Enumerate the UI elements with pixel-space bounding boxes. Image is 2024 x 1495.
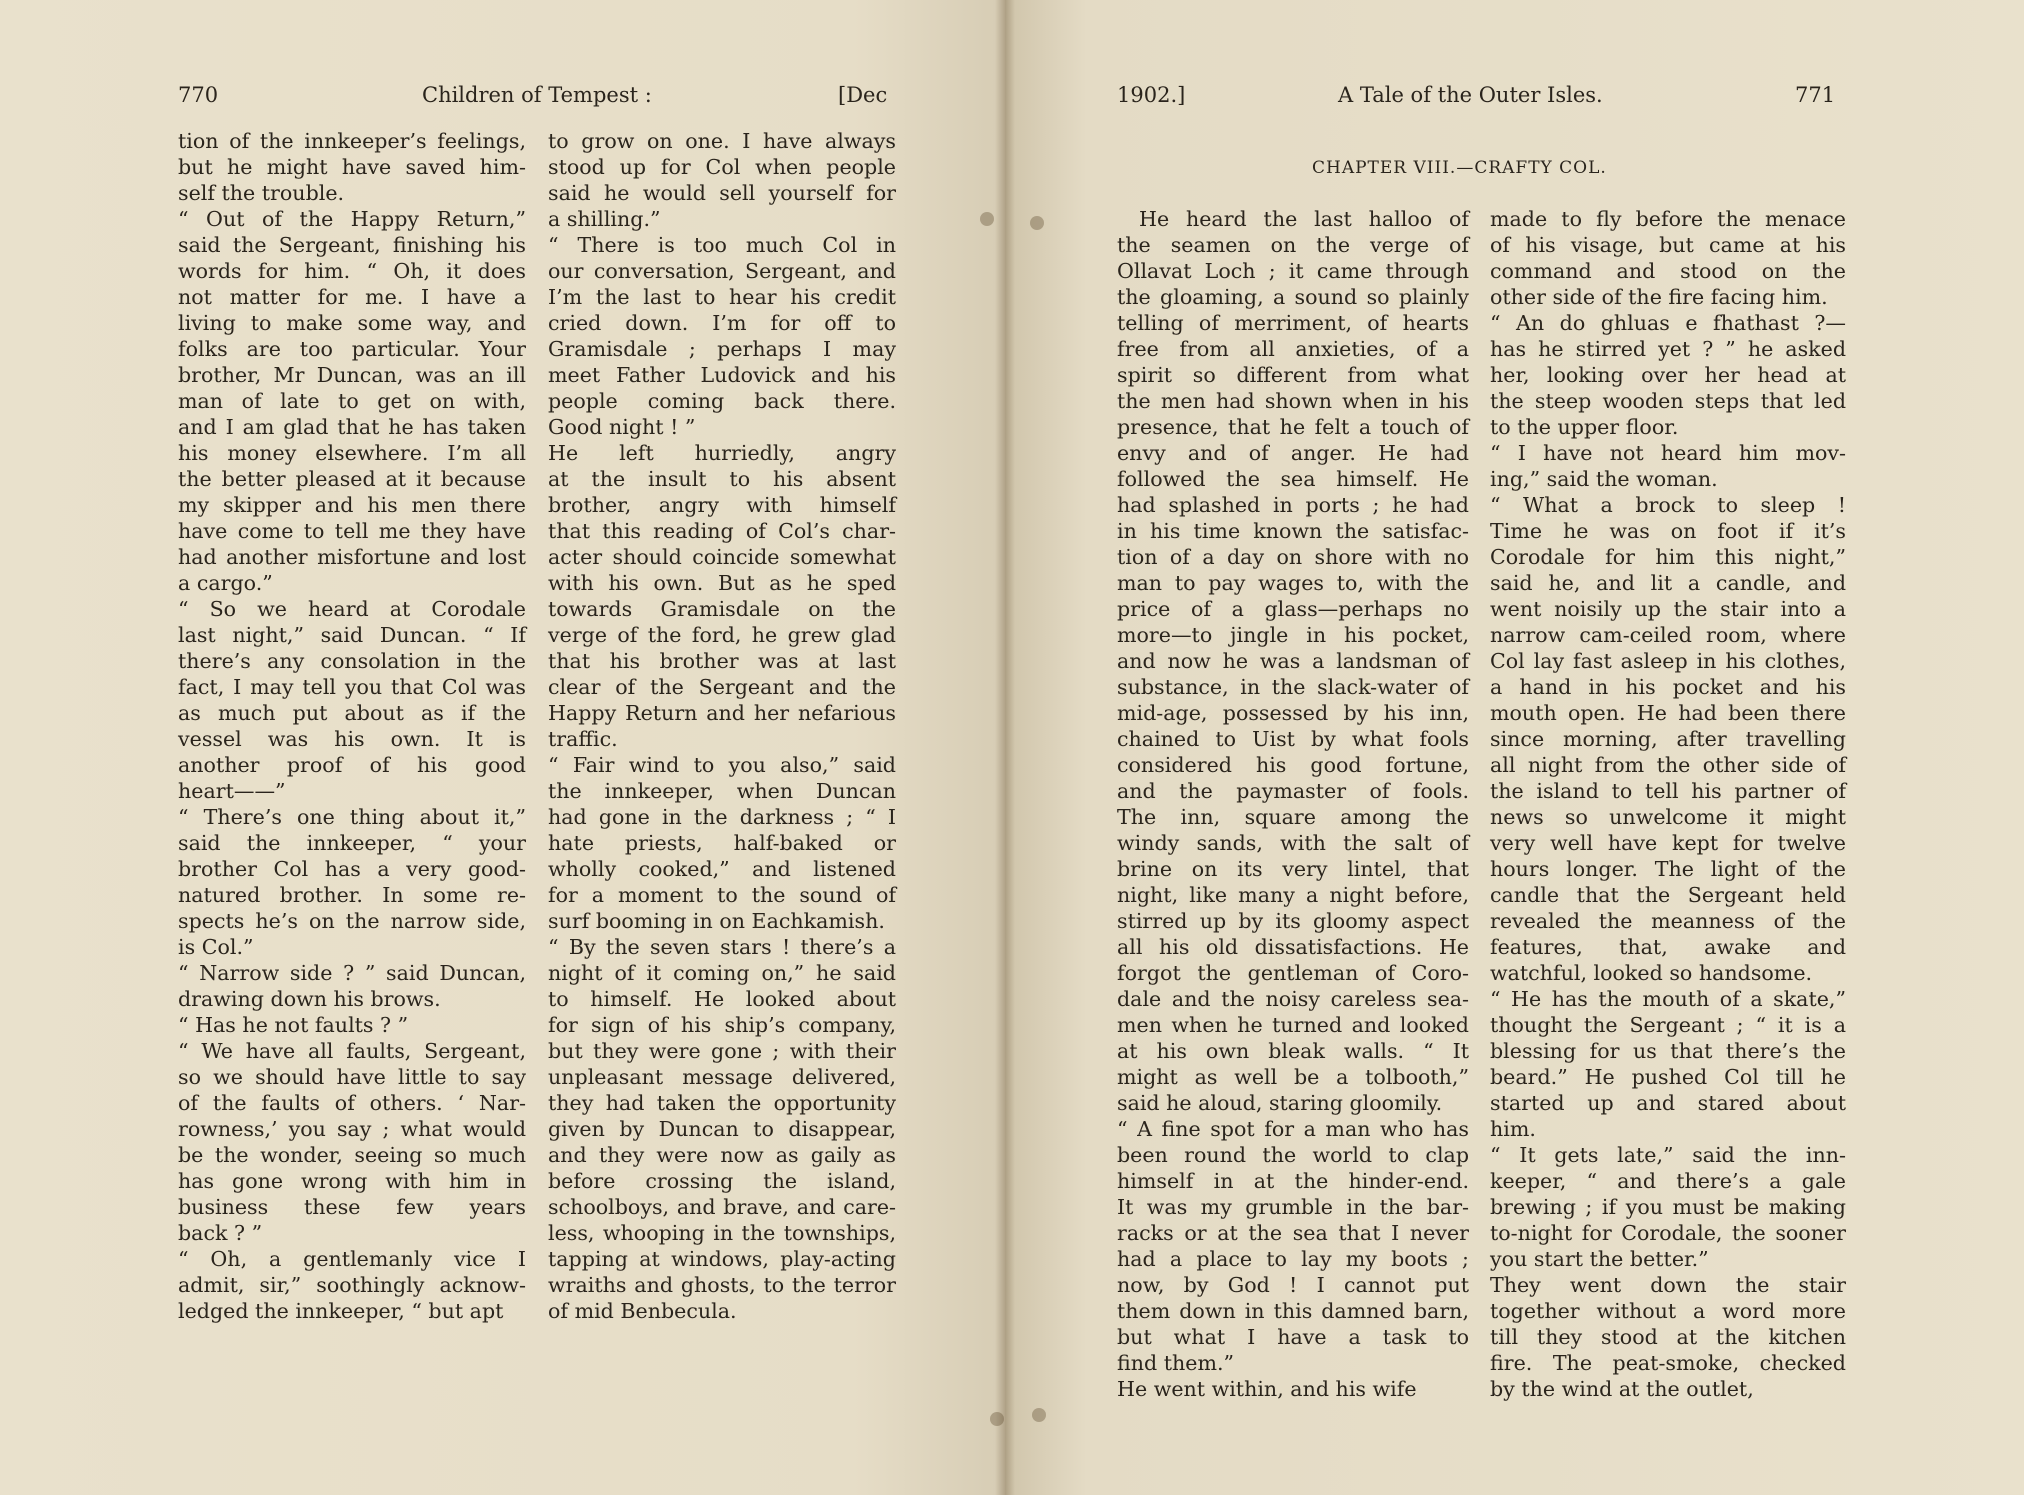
text-line: to-night for Corodale, the sooner (1490, 1221, 1846, 1245)
text-line: mouth open. He had been there (1490, 701, 1846, 725)
text-line: price of a glass—perhaps no (1117, 597, 1469, 621)
text-line: him. (1490, 1117, 1536, 1141)
text-line: “ Oh, a gentlemanly vice I (178, 1247, 526, 1271)
text-line: brine on its very lintel, that (1117, 857, 1469, 881)
text-line: that this reading of Col’s char- (548, 519, 896, 543)
text-line: Time he was on foot if it’s (1490, 519, 1846, 543)
text-line: spects he’s on the narrow side, (178, 909, 526, 933)
text-line: keeper, “ and there’s a gale (1490, 1169, 1846, 1193)
text-line: wraiths and ghosts, to the terror (548, 1273, 896, 1297)
text-line: “ There’s one thing about it,” (178, 805, 526, 829)
text-line: to grow on one. I have always (548, 129, 896, 153)
text-line: “ A fine spot for a man who has (1117, 1117, 1469, 1141)
text-line: for a moment to the sound of (548, 883, 896, 907)
text-line: before crossing the island, (548, 1169, 896, 1193)
text-line: self the trouble. (178, 181, 345, 205)
text-line: might as well be a tolbooth,” (1117, 1065, 1469, 1089)
text-line: been round the world to clap (1117, 1143, 1469, 1167)
text-line: started up and stared about (1490, 1091, 1846, 1115)
text-line: brother Col has a very good- (178, 857, 526, 881)
text-line: said the innkeeper, “ your (178, 831, 526, 855)
text-line: tion of a day on shore with no (1117, 545, 1469, 569)
text-line: till they stood at the kitchen (1490, 1325, 1846, 1349)
text-line: “ Has he not faults ? ” (178, 1013, 409, 1037)
text-line: but he might have saved him- (178, 155, 526, 179)
text-line: Gramisdale ; perhaps I may (548, 337, 896, 361)
binding-mark (980, 212, 994, 226)
text-line: folks are too particular. Your (178, 337, 526, 361)
text-line: windy sands, with the salt of (1117, 831, 1469, 855)
book-gutter (995, 0, 1015, 1495)
text-line: fire. The peat-smoke, checked (1490, 1351, 1846, 1375)
text-line: He went within, and his wife (1117, 1377, 1417, 1401)
text-line: traffic. (548, 727, 618, 751)
text-line: said he, and lit a candle, and (1490, 571, 1846, 595)
text-line: and they were now as gaily as (548, 1143, 896, 1167)
right-column-2 (1490, 206, 1846, 1402)
text-line: mid-age, possessed by his inn, (1117, 701, 1469, 725)
text-line: heart——” (178, 779, 286, 803)
text-line: command and stood on the (1490, 259, 1846, 283)
text-line: candle that the Sergeant held (1490, 883, 1846, 907)
text-line: He heard the last halloo of (1139, 207, 1469, 231)
text-line: The inn, square among the (1117, 805, 1469, 829)
text-line: towards Gramisdale on the (548, 597, 896, 621)
text-line: the men had shown when in his (1117, 389, 1469, 413)
text-line: revealed the meanness of the (1490, 909, 1846, 933)
text-line: less, whooping in the townships, (548, 1221, 896, 1245)
text-line: followed the sea himself. He (1117, 467, 1469, 491)
text-line: living to make some way, and (178, 311, 526, 335)
text-line: “ There is too much Col in (548, 233, 896, 257)
text-line: “ Narrow side ? ” said Duncan, (178, 961, 526, 985)
text-line: people coming back there. (548, 389, 896, 413)
text-line: to the upper floor. (1490, 415, 1679, 439)
text-line: but what I have a task to (1117, 1325, 1469, 1349)
text-line: as much put about as if the (178, 701, 526, 725)
text-line: the island to tell his partner of (1490, 779, 1846, 803)
text-line: ing,” said the woman. (1490, 467, 1718, 491)
text-line: stirred up by its gloomy aspect (1117, 909, 1469, 933)
right-running-title: A Tale of the Outer Isles. (1338, 83, 1603, 107)
text-line: free from all anxieties, of a (1117, 337, 1469, 361)
text-line: himself in at the hinder-end. (1117, 1169, 1469, 1193)
text-line: and the paymaster of fools. (1117, 779, 1469, 803)
text-line: for sign of his ship’s company, (548, 1013, 896, 1037)
text-line: business these few years (178, 1195, 526, 1219)
right-running-date: 1902.] (1117, 83, 1186, 107)
text-line: drawing down his brows. (178, 987, 441, 1011)
text-line: stood up for Col when people (548, 155, 896, 179)
text-line: brother, Mr Duncan, was an ill (178, 363, 526, 387)
text-line: Happy Return and her nefarious (548, 701, 896, 725)
text-line: “ Out of the Happy Return,” (178, 207, 526, 231)
text-line: thought the Sergeant ; “ it is a (1490, 1013, 1846, 1037)
text-line: words for him. “ Oh, it does (178, 259, 526, 283)
text-line: clear of the Sergeant and the (548, 675, 896, 699)
text-line: brother, angry with himself (548, 493, 896, 517)
text-line: tapping at windows, play-acting (548, 1247, 896, 1271)
text-line: a cargo.” (178, 571, 273, 595)
text-line: Corodale for him this night,” (1490, 545, 1846, 569)
text-line: since morning, after travelling (1490, 727, 1846, 751)
right-column-1 (1117, 206, 1469, 1402)
text-line: last night,” said Duncan. “ If (178, 623, 526, 647)
text-line: a shilling.” (548, 207, 661, 231)
text-line: spirit so different from what (1117, 363, 1469, 387)
text-line: rowness,’ you say ; what would (178, 1117, 526, 1141)
text-line: more—to jingle in his pocket, (1117, 623, 1469, 647)
text-line: find them.” (1117, 1351, 1235, 1375)
text-line: back ? ” (178, 1221, 263, 1245)
text-line: at his own bleak walls. “ It (1117, 1039, 1469, 1063)
binding-mark (1030, 216, 1044, 230)
text-line: He left hurriedly, angry (548, 441, 896, 465)
text-line: by the wind at the outlet, (1490, 1377, 1754, 1401)
text-line: had splashed in ports ; he had (1117, 493, 1469, 517)
text-line: all his old dissatisfactions. He (1117, 935, 1469, 959)
text-line: fact, I may tell you that Col was (178, 675, 526, 699)
text-line: “ It gets late,” said the inn- (1490, 1143, 1846, 1167)
text-line: all night from the other side of (1490, 753, 1846, 777)
text-line: narrow cam-ceiled room, where (1490, 623, 1846, 647)
text-line: meet Father Ludovick and his (548, 363, 896, 387)
text-line: had gone in the darkness ; “ I (548, 805, 896, 829)
text-line: “ He has the mouth of a skate,” (1490, 987, 1846, 1011)
text-line: “ I have not heard him mov- (1490, 441, 1846, 465)
text-line: said he would sell yourself for (548, 181, 896, 205)
chapter-heading: CHAPTER VIII.—CRAFTY COL. (1312, 158, 1607, 178)
text-line: chained to Uist by what fools (1117, 727, 1469, 751)
left-column-1 (178, 128, 526, 1324)
text-line: the better pleased at it because (178, 467, 526, 491)
text-line: my skipper and his men there (178, 493, 526, 517)
text-line: “ Fair wind to you also,” said (548, 753, 896, 777)
text-line: at the insult to his absent (548, 467, 896, 491)
text-line: verge of the ford, he grew glad (548, 623, 896, 647)
text-line: has he stirred yet ? ” he asked (1490, 337, 1846, 361)
text-line: They went down the stair (1490, 1273, 1846, 1297)
text-line: so we should have little to say (178, 1065, 526, 1089)
binding-mark (990, 1412, 1004, 1426)
text-line: hours longer. The light of the (1490, 857, 1846, 881)
text-line: hate priests, half-baked or (548, 831, 896, 855)
text-line: man of late to get on with, (178, 389, 526, 413)
text-line: the steep wooden steps that led (1490, 389, 1846, 413)
text-line: “ So we heard at Corodale (178, 597, 526, 621)
text-line: presence, that he felt a touch of (1117, 415, 1469, 439)
text-line: surf booming in on Eachkamish. (548, 909, 885, 933)
text-line: Good night ! ” (548, 415, 696, 439)
text-line: to himself. He looked about (548, 987, 896, 1011)
text-line: said the Sergeant, finishing his (178, 233, 526, 257)
text-line: “ We have all faults, Sergeant, (178, 1039, 526, 1063)
text-line: cried down. I’m for off to (548, 311, 896, 335)
text-line: has gone wrong with him in (178, 1169, 526, 1193)
text-line: together without a word more (1490, 1299, 1846, 1323)
text-line: wholly cooked,” and listened (548, 857, 896, 881)
right-page-number: 771 (1795, 83, 1836, 107)
text-line: you start the better.” (1490, 1247, 1709, 1271)
text-line: with his own. But as he sped (548, 571, 896, 595)
text-line: the gloaming, a sound so plainly (1117, 285, 1469, 309)
text-line: there’s any consolation in the (178, 649, 526, 673)
text-line: that his brother was at last (548, 649, 896, 673)
text-line: schoolboys, and brave, and care- (548, 1195, 896, 1219)
text-line: other side of the fire facing him. (1490, 285, 1828, 309)
text-line: in his time known the satisfac- (1117, 519, 1469, 543)
text-line: had a place to lay my boots ; (1117, 1247, 1469, 1271)
text-line: ledged the innkeeper, “ but apt (178, 1299, 504, 1323)
text-line: features, that, awake and (1490, 935, 1846, 959)
text-line: Ollavat Loch ; it came through (1117, 259, 1469, 283)
text-line: Col lay fast asleep in his clothes, (1490, 649, 1846, 673)
text-line: I’m the last to hear his credit (548, 285, 896, 309)
text-line: beard.” He pushed Col till he (1490, 1065, 1846, 1089)
text-line: of his visage, but came at his (1490, 233, 1846, 257)
text-line: said he aloud, staring gloomily. (1117, 1091, 1443, 1115)
text-line: considered his good fortune, (1117, 753, 1469, 777)
text-line: now, by God ! I cannot put (1117, 1273, 1469, 1297)
text-line: made to fly before the menace (1490, 207, 1846, 231)
text-line: given by Duncan to disappear, (548, 1117, 896, 1141)
text-line: his money elsewhere. I’m all (178, 441, 526, 465)
text-line: of mid Benbecula. (548, 1299, 737, 1323)
text-line: had another misfortune and lost (178, 545, 526, 569)
text-line: “ What a brock to sleep ! (1490, 493, 1846, 517)
text-line: very well have kept for twelve (1490, 831, 1846, 855)
text-line: night of it coming on,” he said (548, 961, 896, 985)
text-line: dale and the noisy careless sea- (1117, 987, 1469, 1011)
text-line: acter should coincide somewhat (548, 545, 896, 569)
text-line: envy and of anger. He had (1117, 441, 1469, 465)
text-line: watchful, looked so handsome. (1490, 961, 1813, 985)
text-line: have come to tell me they have (178, 519, 526, 543)
text-line: brewing ; if you must be making (1490, 1195, 1846, 1219)
text-line: of the faults of others. ‘ Nar- (178, 1091, 526, 1115)
text-line: our conversation, Sergeant, and (548, 259, 896, 283)
text-line: telling of merriment, of hearts (1117, 311, 1469, 335)
left-column-2 (548, 128, 896, 1324)
text-line: tion of the innkeeper’s feelings, (178, 129, 526, 153)
text-line: be the wonder, seeing so much (178, 1143, 526, 1167)
text-line: man to pay wages to, with the (1117, 571, 1469, 595)
text-line: them down in this damned barn, (1117, 1299, 1469, 1323)
text-line: not matter for me. I have a (178, 285, 526, 309)
text-line: admit, sir,” soothingly acknow- (178, 1273, 526, 1297)
text-line: the innkeeper, when Duncan (548, 779, 896, 803)
text-line: substance, in the slack-water of (1117, 675, 1469, 699)
text-line: but they were gone ; with their (548, 1039, 896, 1063)
text-line: vessel was his own. It is (178, 727, 526, 751)
text-line: another proof of his good (178, 753, 526, 777)
text-line: and I am glad that he has taken (178, 415, 526, 439)
text-line: her, looking over her head at (1490, 363, 1846, 387)
text-line: they had taken the opportunity (548, 1091, 896, 1115)
text-line: men when he turned and looked (1117, 1013, 1469, 1037)
text-line: a hand in his pocket and his (1490, 675, 1846, 699)
text-line: racks or at the sea that I never (1117, 1221, 1469, 1245)
text-line: went noisily up the stair into a (1490, 597, 1846, 621)
left-running-title: Children of Tempest : (422, 83, 652, 107)
text-line: unpleasant message delivered, (548, 1065, 896, 1089)
text-line: and now he was a landsman of (1117, 649, 1469, 673)
text-line: news so unwelcome it might (1490, 805, 1846, 829)
text-line: natured brother. In some re- (178, 883, 526, 907)
text-line: blessing for us that there’s the (1490, 1039, 1846, 1063)
text-line: “ By the seven stars ! there’s a (548, 935, 896, 959)
text-line: night, like many a night before, (1117, 883, 1469, 907)
text-line: forgot the gentleman of Coro- (1117, 961, 1469, 985)
text-line: “ An do ghluas e fhathast ?— (1490, 311, 1846, 335)
left-running-date: [Dec (838, 83, 888, 107)
text-line: It was my grumble in the bar- (1117, 1195, 1469, 1219)
text-line: is Col.” (178, 935, 254, 959)
text-line: the seamen on the verge of (1117, 233, 1469, 257)
left-page-number: 770 (178, 83, 219, 107)
binding-mark (1032, 1408, 1046, 1422)
